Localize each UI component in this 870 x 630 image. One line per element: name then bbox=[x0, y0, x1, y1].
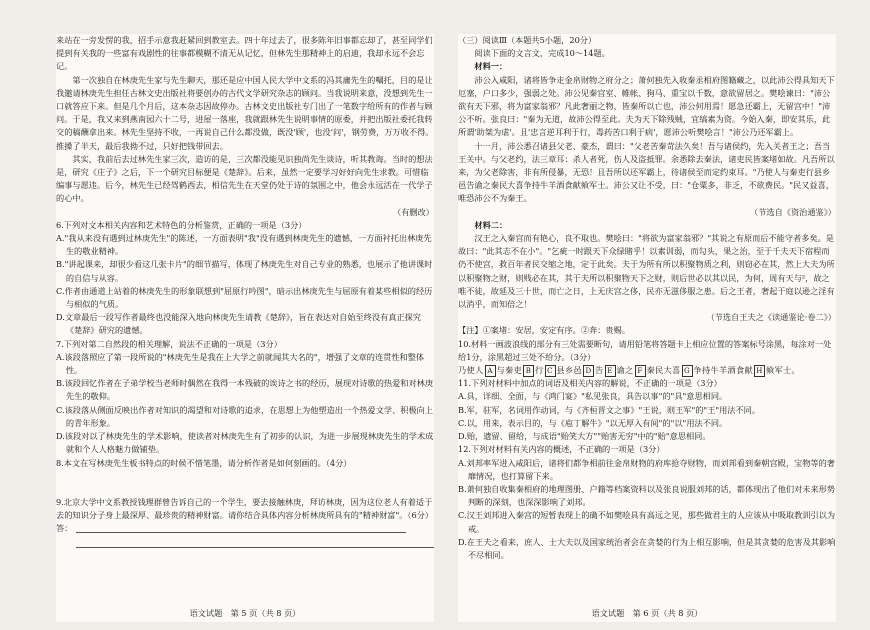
option-12c: C.汉王刘邦进入秦宫的短暂表现上的确不如樊哙具有高远之见，那些做君主的人应该从中吸取教训引以为戒。 bbox=[458, 510, 836, 534]
answer-blank[interactable] bbox=[76, 535, 434, 548]
material-1-heading: 材料一： bbox=[474, 61, 508, 72]
annotation-note: 【注】①案堵：安居，安定有序。②奔：贵赐。 bbox=[458, 325, 630, 336]
page-6 bbox=[458, 34, 836, 622]
option-7a: A.该段落照应了第一段所说的"林庚先生是我在上大学之前就闻其大名的"，增强了文章的连贯性和整体性。 bbox=[56, 351, 425, 376]
question-12: 12.下列对材料有关内容的概述，不正确的一项是（3分） bbox=[458, 444, 665, 455]
break-option-box[interactable]: H bbox=[754, 365, 765, 377]
section-intro: 阅读下面的文言文，完成10～14题。 bbox=[474, 48, 610, 59]
option-12d: D.在王夫之看来，庶人、士大夫以及国家统治者会在贪婪的行为上相互影响，但是其贪婪的危害及其影响不尽相同。 bbox=[458, 536, 836, 560]
break-option-box[interactable]: A bbox=[485, 365, 496, 377]
question-6: 6.下列对文本相关内容和艺术特色的分析鉴赏，正确的一项是（3分） bbox=[56, 219, 307, 230]
section-title: （三）阅读Ⅲ（本题共5小题，20分） bbox=[458, 35, 597, 45]
break-option-box[interactable]: B bbox=[523, 365, 534, 377]
option-11a: A.具，详细、全面，与《鸿门宴》"私见张良，具告以事"的"具"意思相同。 bbox=[458, 391, 728, 402]
answer-line[interactable] bbox=[56, 522, 434, 535]
answer-space bbox=[56, 470, 434, 496]
break-option-box[interactable]: F bbox=[635, 365, 646, 377]
option-11d: D.贻，遗留、留给，与成语"贻笑大方""贻害无穷"中的"贻"意思相同。 bbox=[458, 431, 711, 442]
answer-blank[interactable] bbox=[76, 522, 406, 533]
source-note: （有删改） bbox=[393, 206, 434, 217]
material-paragraph: 十一月，沛公悉召诸县父老、豪杰，谓曰："父老苦秦苛法久矣！吾与诸侯约，先入关者王之；吾当王关中。与父老约，法三章耳：杀人者死，伤人及盗抵罪。余悉除去秦法，诸吏民皆案堵如故。凡吾所以来，为父老除害，非有所侵暴，无恐！且吾所以还军霸上，待诸侯至而定约束耳。"乃使人与秦吏行县乡邑告谕之秦民大喜争持牛羊酒食献飨军士。沛公又让不受，曰："仓粟多，非乏，不欲费民。"民又益喜，唯恐沛公不为秦王。 bbox=[458, 140, 835, 204]
option-11b: B.军，驻军，名词用作动词，与《齐桓晋文之事》"王说，则王军"的"王"用法不同。 bbox=[458, 404, 761, 415]
answer-label: 答： bbox=[56, 523, 73, 534]
source-note: （节选自《资治通鉴》） bbox=[750, 206, 836, 217]
passage-paragraph: 第一次独自在林庚先生家与先生聊天，那还是应中国人民大学中文系的冯其庸先生的嘱托，目的是让我邀请林庚先生担任古林文史出版社将要创办的古代文学研究杂志的顾问。当我说明来意，没想到先生一口就答应下来。但是几个月后，这本杂志因故停办。古林文史出版社专门出了一笔数字给所有的作者与顾问。于是，我又来到燕南园六十二号，进屋一落座，我就跟林先生说明事情的原委，并把出版社委托我转交的稿酬拿出来。林先生坚持不收，一再说自己什么都没做，既没'顾'，也没'问'，钢劳费，万万收不得。推搡了半天，最后我拗不过，只好把钱带回去。 bbox=[56, 74, 434, 151]
option-12a: A.刘邦率军进入咸阳后，诸将们都争相前往金帛财物的府库抢夺财物，而刘邦看到秦朝宫殿，宝物等的奢靡情况，也打算留下来。 bbox=[458, 457, 835, 481]
option-6b: B."讲起课来，却很少看这几张卡片"的细节描写，体现了林庚先生对自己专业的熟悉，也展示了他讲课时的自信与从容。 bbox=[56, 259, 433, 283]
page-footer: 语文试题 第 5 页（共 8 页） bbox=[189, 607, 301, 618]
option-11c: C.以，用来，表示目的，与《庖丁解牛》"以无厚入有间"的"以"用法不同。 bbox=[458, 417, 728, 428]
question-8: 8.本文在写林庚先生板书特点的时候不惜笔墨，请分析作者是如何刻画的。（4分） bbox=[56, 457, 352, 468]
option-7c: C.该段落从侧面反映出作者对知识的渴望和对诗歌的追求，在思想上为他塑造出一个热爱文学、积极向上的青年形象。 bbox=[56, 404, 434, 428]
page-5 bbox=[56, 34, 434, 622]
break-option-box[interactable]: C bbox=[545, 365, 556, 377]
material-paragraph: 汉王之入秦宫而有艳心，良不取也。樊哙曰："将欲为富家翁邪？"其说之有原而后不能守者多矣。是故曰："此其志不在小"。"乞疵一时跟天下众绿睹乎！以素训弱，而勾头，果之治，至于千夫天下宿程而仍不使宫，救百年者民交缩之地，定于此矣。夫于为所有所以积聚物质之利，则窃必在其，然上大夫为所以积聚物之财，则贱必在其，其于夫所以积聚物天下之财，则后世必以其以民，为何，周有天与²，故之唯不徒，故延及三十世，而亡之日，上无庆宫之侈，民亦无滋侈服之患。后之王者，奢起于庭以逊之淫有以消乎，而知倍之！ bbox=[458, 233, 835, 310]
page-footer: 语文试题 第 6 页（共 8 页） bbox=[591, 607, 703, 618]
option-7d: D.该段对以了林庚先生的学术影响，使读者对林庚先生有了初步的认识，为进一步展现林庚先生的学术成就和个人人格魅力做铺垫。 bbox=[56, 431, 434, 455]
option-12b: B.萧何独自收集秦相府的地理图册、户籍等档案资料以及张良说服刘邦的话，都体现出了他们对未来形势判断的深刻，也深深影响了刘邦。 bbox=[458, 483, 836, 508]
break-option-box[interactable]: D bbox=[583, 365, 594, 377]
option-7b: B.该段回忆作者在子弟学校当老师时偶然在我得一本残破的诶诗之书的经历，展现对诗歌的热爱和对林庚先生的敬仰。 bbox=[56, 378, 434, 402]
break-option-box[interactable]: E bbox=[605, 365, 616, 377]
question-11: 11.下列对材料中加点的词语及相关内容的解说，不正确的一项是（3分） bbox=[458, 378, 722, 389]
option-6d: D.文章最后一段写作者最终也没能深入地向林庚先生请教《楚辞》，旨在表达对自始至终没有真正探究《楚辞》研究的遗憾。 bbox=[56, 312, 422, 336]
material-2-heading: 材料二： bbox=[474, 219, 508, 230]
question-7: 7.下列对第二自然段的相关理解，说法不正确的一项是（3分） bbox=[56, 338, 282, 349]
option-6c: C.作者由通道上站着的林庚先生的形象联想到"屈原行吟图"，暗示出林庚先生与屈原有着某些相似的经历与相似的气质。 bbox=[56, 285, 433, 310]
material-paragraph: 沛公入咸阳，诸将皆争走金帛财物之府分之；萧何独先入收秦丞相府图籍藏之，以此沛公得具知天下厄塞，户口多少，强弱之处。沛公见秦宫室、帷帐、狗马、重宝以千数，意欲留居之。樊哙谏曰："沛公欲有天下邪，将为富家翁邪？凡此奢丽之物，皆秦所以亡也，沛公何用焉！愿急还霸上，无留宫中！"沛公不听。张良曰："秦为无道，故沛公得至此。夫为天下除残贼，宜缟素为资。今始入秦，即安其乐，此所谓'助桀为虐'。且'忠言逆耳利于行，毒药苦口利于病'，愿沛公听樊哙言！"沛公乃还军霸上。 bbox=[458, 74, 835, 138]
break-option-box[interactable]: G bbox=[682, 365, 693, 377]
passage-paragraph: 来站在一旁发愣的我，招手示意我赶紧回到教室去。四十年过去了，很多陈年旧事都忘却了，甚至同学们提到有关我的一些富有戏剧性的往事都模糊不清无从记忆，但林先生那精神上的启迪，我却永远不会忘记。 bbox=[56, 35, 433, 72]
passage-paragraph: 其实，我前后去过林先生家三次，造访的是，三次都没能见识独尚先生谈诗，听其教诲。当时的想法是，研究《庄子》之后，下一个研究目标便是《楚辞》。后来，虽然一定要学习好好向先生求教。可惜临编事与愿违。后今，林先生已经驾鹤西去，相信先生在天堂仍处于诗的氛围之中，他会永远活在一代学子的心中。 bbox=[56, 153, 433, 204]
source-note: （节选自王夫之《读通鉴论·卷二》） bbox=[706, 312, 836, 323]
question-9: 9.北京大学中文系教授钱理群曾告诉自己的一个学生，要去接触林庚，拜访林庚，因为这位老人有着适于去的知识分子身上最深厚、最珍贵的精神财富。请你结合具体内容分析林庚所具有的"精神财富"。（6分） bbox=[56, 496, 434, 520]
question-10: 10.材料一画波浪线的部分有三处需要断句，请用铅笔将答题卡上相应位置的答案标号涂黑，每涂对一处给1分，涂黑超过三处不给分。（3分） bbox=[458, 338, 832, 362]
option-6a: A."我从来没有遇到过林庚先生"的陈述，一方面表明"我"没有遇到林庚先生的遗憾，一方面衬托出林庚先生的敬业精神。 bbox=[56, 233, 432, 257]
sentence-break-text: 乃使人 A 与秦吏 B 行 C 县乡邑 D 告 E 谕之 F 秦民大喜 G 争持牛羊酒食献 H 飨军士。 bbox=[458, 365, 800, 376]
